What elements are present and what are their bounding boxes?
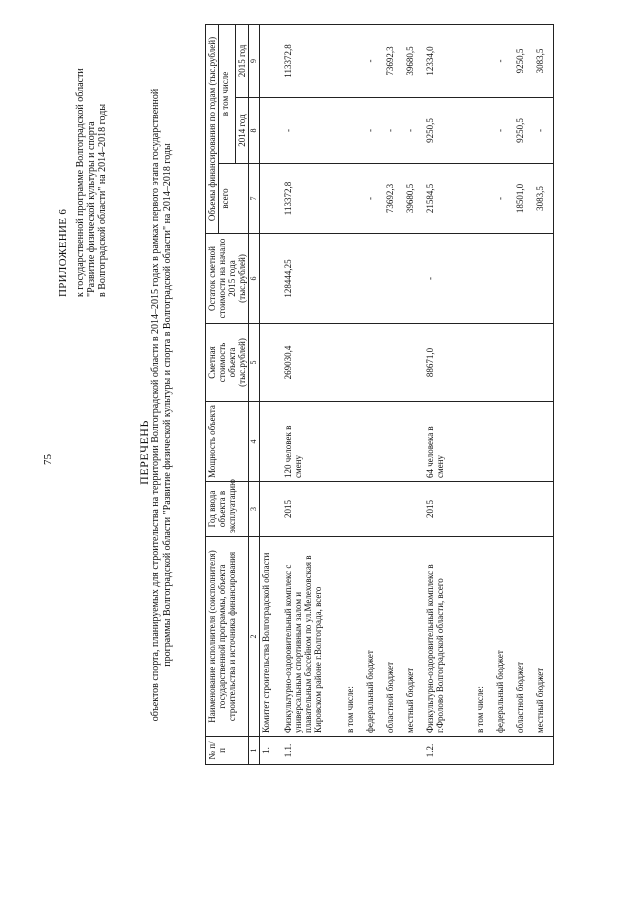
table-row	[404, 24, 424, 764]
header-capacity: Мощность объекта	[206, 402, 249, 482]
table-cell: в том числе:	[474, 537, 494, 737]
table-cell: 269030,4	[282, 324, 344, 402]
table-cell	[474, 164, 494, 234]
table-cell: Физкультурно-оздоровительный комплекс в г.Фролово Волгоградской области, всего	[424, 537, 474, 737]
header-2015: 2015 год	[236, 24, 249, 97]
table-cell	[494, 234, 514, 324]
table-cell: местный бюджет	[404, 537, 424, 737]
table-cell: 9250,5	[514, 98, 534, 164]
table-cell: -	[404, 98, 424, 164]
col-num-4: 4	[249, 402, 260, 482]
table-row	[344, 24, 364, 764]
table-cell	[344, 98, 364, 164]
table-cell: -	[364, 24, 384, 97]
objects-table	[205, 24, 554, 765]
table-cell	[534, 482, 554, 537]
table-row	[534, 24, 554, 764]
table-row	[514, 24, 534, 764]
table-cell	[260, 324, 282, 402]
subtitle-line-2: программы Волгоградской области "Развитие физической культуры и спорта в Волгоградской области" на 2014–2018 годы	[162, 143, 173, 667]
appendix-line-1: к государственной программе Волгоградской области	[75, 68, 86, 297]
table-cell	[344, 324, 364, 402]
table-row	[424, 24, 474, 764]
table-cell: -	[494, 164, 514, 234]
table-row	[384, 24, 404, 764]
table-cell	[344, 482, 364, 537]
table-cell	[494, 324, 514, 402]
table-cell	[260, 402, 282, 482]
table-cell	[474, 402, 494, 482]
table-cell	[404, 737, 424, 765]
header-funding: Объемы финансирования по годам (тыс.рублей)	[206, 24, 219, 233]
header-2014: 2014 год	[236, 98, 249, 164]
table-cell	[534, 402, 554, 482]
col-num-6: 6	[249, 234, 260, 324]
table-cell	[474, 98, 494, 164]
table-cell	[384, 737, 404, 765]
table-cell: федеральный бюджет	[494, 537, 514, 737]
table-cell	[364, 324, 384, 402]
table-cell: 73692,3	[384, 164, 404, 234]
table-cell: 73692,3	[384, 24, 404, 97]
header-number: № п/п	[206, 737, 249, 765]
table-cell	[474, 324, 494, 402]
col-num-5: 5	[249, 324, 260, 402]
table-row	[474, 24, 494, 764]
table-cell	[514, 482, 534, 537]
table-cell: 113372,8	[282, 24, 344, 97]
table-cell: 39680,5	[404, 24, 424, 97]
table-cell: 128444,25	[282, 234, 344, 324]
table-cell: 21584,5	[424, 164, 474, 234]
table-cell: 9250,5	[514, 24, 534, 97]
table-cell	[534, 234, 554, 324]
table-cell	[344, 737, 364, 765]
table-cell: Комитет строительства Волгоградской области	[260, 537, 282, 737]
table-cell: -	[282, 98, 344, 164]
col-num-1: 1	[249, 737, 260, 765]
col-num-3: 3	[249, 482, 260, 537]
header-name: Наименование исполнителя (соисполнителя) государственной программы, объекта строительства и источника финансирования	[206, 537, 249, 737]
table-cell: областной бюджет	[384, 537, 404, 737]
table-cell	[404, 234, 424, 324]
appendix-line-2: "Развитие физической культуры и спорта	[86, 121, 97, 297]
table-cell: 3083,5	[534, 164, 554, 234]
document-title: ПЕРЕЧЕНЬ	[137, 420, 151, 485]
table-row	[494, 24, 514, 764]
table-cell	[514, 324, 534, 402]
col-num-2: 2	[249, 537, 260, 737]
table-row	[260, 24, 282, 764]
table-cell: 113372,8	[282, 164, 344, 234]
appendix-line-3: в Волгоградской области" на 2014–2018 годы	[97, 103, 108, 297]
table-cell: -	[534, 98, 554, 164]
table-cell	[474, 737, 494, 765]
table-row	[282, 24, 344, 764]
table-cell: -	[494, 24, 514, 97]
table-cell: 1.2.	[424, 737, 474, 765]
col-num-9: 9	[249, 24, 260, 97]
col-num-7: 7	[249, 164, 260, 234]
table-cell: областной бюджет	[514, 537, 534, 737]
table-cell	[534, 737, 554, 765]
table-cell: 1.1.	[282, 737, 344, 765]
table-cell: -	[424, 234, 474, 324]
table-cell	[364, 234, 384, 324]
table-body	[260, 24, 554, 764]
table-cell	[344, 402, 364, 482]
appendix-title: ПРИЛОЖЕНИЕ 6	[57, 208, 69, 297]
table-cell	[260, 482, 282, 537]
table-cell: местный бюджет	[534, 537, 554, 737]
table-cell: 2015	[424, 482, 474, 537]
table-cell: 64 человека в смену	[424, 402, 474, 482]
table-cell	[404, 402, 424, 482]
table-cell	[514, 737, 534, 765]
header-including: в том числе	[219, 24, 236, 163]
table-cell	[474, 24, 494, 97]
table-cell	[344, 234, 364, 324]
table-cell: 2015	[282, 482, 344, 537]
col-num-8: 8	[249, 98, 260, 164]
table-cell	[384, 324, 404, 402]
table-cell	[364, 402, 384, 482]
table-cell	[494, 482, 514, 537]
table-cell: 3083,5	[534, 24, 554, 97]
table-cell: 18501,0	[514, 164, 534, 234]
table-cell	[474, 234, 494, 324]
table-cell	[494, 402, 514, 482]
header-year: Год ввода объекта в эксплуатацию	[206, 482, 249, 537]
table-cell	[260, 98, 282, 164]
table-cell	[344, 24, 364, 97]
table-cell: в том числе:	[344, 537, 364, 737]
table-cell: 12334,0	[424, 24, 474, 97]
table-cell: -	[494, 98, 514, 164]
table-cell: 39680,5	[404, 164, 424, 234]
table-cell	[404, 482, 424, 537]
table-cell	[364, 737, 384, 765]
table-cell	[260, 24, 282, 97]
header-estimate: Сметная стоимость объекта (тыс.рублей)	[206, 324, 249, 402]
table-cell: Физкультурно-оздоровительный комплекс с универсальным спортивным залом и плавательным бассейном по ул.Мелеховская в Кировском районе г.Волгограда, всего	[282, 537, 344, 737]
table-cell	[514, 234, 534, 324]
table-cell	[404, 324, 424, 402]
header-remaining: Остаток сметной стоимости на начало 2015 года (тыс.рублей)	[206, 234, 249, 324]
table-cell	[474, 482, 494, 537]
header-total: всего	[219, 164, 249, 234]
table-row	[364, 24, 384, 764]
table-cell	[364, 482, 384, 537]
page-number: 75	[42, 454, 54, 465]
table-cell	[514, 402, 534, 482]
table-cell	[260, 164, 282, 234]
table-cell	[260, 234, 282, 324]
table-cell: -	[384, 98, 404, 164]
table-cell: федеральный бюджет	[364, 537, 384, 737]
table-cell	[384, 482, 404, 537]
table-cell: -	[364, 164, 384, 234]
document-subtitle	[150, 55, 174, 755]
table-cell: 88671,0	[424, 324, 474, 402]
table-cell	[384, 234, 404, 324]
table-cell: 1.	[260, 737, 282, 765]
table-cell	[344, 164, 364, 234]
table-cell: -	[364, 98, 384, 164]
subtitle-line-1: объектов спорта, планируемых для строительства на территории Волгоградской области в 2014–2015 годах в рамках первого этапа государственной	[150, 88, 161, 722]
table-cell	[534, 324, 554, 402]
table-cell: 9250,5	[424, 98, 474, 164]
appendix-block	[58, 27, 108, 297]
table-cell: 120 человек в смену	[282, 402, 344, 482]
table-cell	[384, 402, 404, 482]
table-cell	[494, 737, 514, 765]
